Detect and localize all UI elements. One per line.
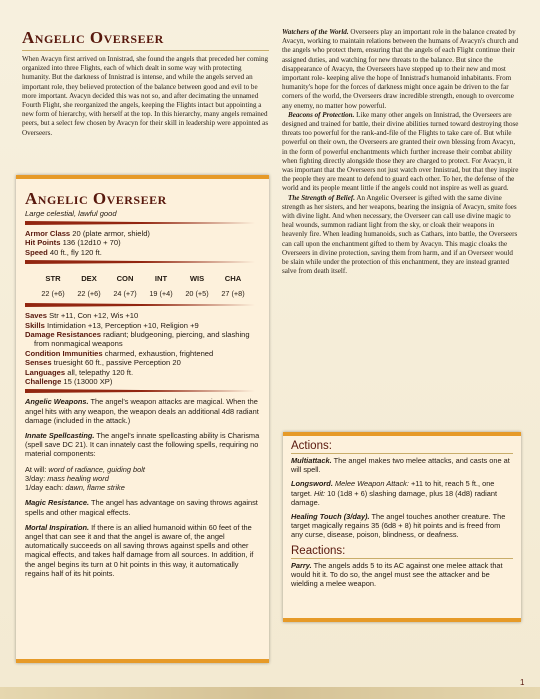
damage-resistances: Damage Resistances radiant; bludgeoning, piercing, and slashing from nonmagical weapons <box>25 330 250 349</box>
lore-watchers: Watchers of the World. Overseers play an important role in the balance created by Avacyn, working to maintain relations between the humans of Avacyn's church and the angels who protect them, ensuring that the angels of each Flight continue their assigned duties, and watching for new threats to the balance. But since the disappearance of Avacyn, the Overseers have stepped up to their new and most important role- keeping alive the hope of Innistrad's humanoid inhabitants. From humanity's hope for the forces of darkness might once again be driven to the far corners of the world, the Overseers draw incredible strength, enough to overcome any enemy, no matter how powerful. <box>282 28 519 110</box>
trait-mortal-inspiration: Mortal Inspiration. If there is an allied humanoid within 60 feet of the angel that can see it and that the angel is aware of, the angel automatically succeeds on all saving throws against spells and other magical effects, and takes half damage from all sources. In addition, if the angel begins its turn at 0 hit points in this way, it automatically regains half of its hit points. <box>25 522 254 578</box>
divider <box>25 389 260 393</box>
lore-left-column <box>22 28 269 138</box>
page-number: 1 <box>520 678 525 687</box>
skills: Skills Intimidation +13, Perception +10, Religion +9 <box>25 320 199 330</box>
trait-innate-spellcasting: Innate Spellcasting. The angel's innate spellcasting ability is Charisma (spell save DC 21). It can innately cast the following spells, requiring no material components: <box>25 431 260 459</box>
languages: Languages all, telepathy 120 ft. <box>25 367 134 377</box>
stat-type: Large celestial, lawful good <box>25 209 117 218</box>
ability-wis: WIS 20 (+5) <box>185 274 209 299</box>
challenge: Challenge 15 (13000 XP) <box>25 377 113 387</box>
action-healing-touch: Healing Touch (3/day). The angel touches another creature. The target magically regains 35 (6d8 + 8) hit points and is freed from any curse, disease, poison, blindness, or deafness. <box>291 512 506 540</box>
lore-belief: The Strength of Belief. An Angelic Overseer is gifted with the same divine strength as her sisters, and her weapons, bearing the insignia of Avacyn, smite foes with divine light. And when necessary, the Overseer can call use divine magic to heal wounds, summon radiant light from the sky, or cloak their weapons in heavenly fire. When leading humanoids, such as Cathars, into battle, the Overseers can call upon the enchantment gifted to them by Avacyn. This magic cloaks the Overseers in divine protection, saving them from harm, and if an Overseer would be slain while under the protection of this enchantment, they are instead granted salve from death itself. <box>282 193 518 276</box>
lore-beacons: Beacons of Protection. Like many other angels on Innistrad, the Overseers are designed and trained for battle, their divine abilities turned toward destroying those threats too powerful for the rank-and-file of the Flights to take care of. But while powerful on their own, the Overseers are granted their own blessing from Avacyn, in the form of powerful enchantments which further increase their combat ability when fighting directly alongside those they are charged to protect. For Avacyn, it was important that the Overseers not just watch over Innistrad, but that they inspire the people they are meant to defend to guard each other. To her, the defense of the world and its people meant little if the angels could not inspire as well as guard. <box>282 110 519 193</box>
stat-block <box>16 175 269 663</box>
lore-right-column <box>282 28 519 276</box>
trait-magic-resistance: Magic Resistance. The angel has advantage on saving throws against spells and other magical effects. <box>25 498 258 517</box>
reactions-heading: Reactions: <box>291 545 513 559</box>
action-longsword: Longsword. Melee Weapon Attack: +11 to hit, reach 5 ft., one target. Hit: 10 (1d8 + 6) slashing damage, plus 18 (4d8) radiant damage. <box>291 479 498 507</box>
ability-str: STR 22 (+6) <box>41 274 65 299</box>
footer-band <box>0 687 540 699</box>
trait-angelic-weapons: Angelic Weapons. The angel's weapon attacks are magical. When the angel hits with any weapon, the weapon deals an additional 4d8 radiant damage (included in the attack.) <box>25 397 259 425</box>
ability-int: INT 19 (+4) <box>149 274 173 299</box>
ability-cha: CHA 27 (+8) <box>221 274 245 299</box>
spell-list: At will: word of radiance, guiding bolt 3/day: mass healing word 1/day each: dawn, flame strike <box>25 464 145 493</box>
senses: Senses truesight 60 ft., passive Perception 20 <box>25 358 181 368</box>
hit-points: Hit Points 136 (12d10 + 70) <box>25 238 121 248</box>
reaction-parry: Parry. The angels adds 5 to its AC against one melee attack that would hit it. To do so, the angel must see the attacker and be wielding a melee weapon. <box>291 560 503 589</box>
divider <box>25 221 260 225</box>
lore-title: Angelic Overseer <box>22 28 164 47</box>
condition-immunities: Condition Immunities charmed, exhaustion, frightened <box>25 348 214 358</box>
armor-class: Armor Class 20 (plate armor, shield) <box>25 229 150 238</box>
ability-scores <box>25 268 260 300</box>
action-multiattack: Multiattack. The angel makes two melee attacks, and casts one at will spell. <box>291 456 510 475</box>
ability-dex: DEX 22 (+6) <box>77 274 101 299</box>
title-rule <box>22 50 269 51</box>
divider <box>25 260 260 264</box>
divider <box>25 303 260 307</box>
lore-intro: When Avacyn first arrived on Innistrad, she found the angels that preceded her coming organized into three Flights, each of which dealt in some way with protecting humanity. But the darkness of Innistrad is intense, and while the angels served an important role, they believed protection of the balance between good and evil to be more important. Avacyn decided this was not so, and after decimating the unnamed Fourth Flight, she reorganized the angels, keeping the Flights intact but appointing a new form of hierarchy, with herself at the top. In this hierarchy, many angels remained peers, but a select few chosen by Avacyn for their skill in leadership were appointed as Overseers. <box>22 55 269 137</box>
ability-con: CON 24 (+7) <box>113 274 137 299</box>
actions-block <box>283 432 521 622</box>
speed: Speed 40 ft., fly 120 ft. <box>25 247 102 257</box>
saves: Saves Str +11, Con +12, Wis +10 <box>25 311 139 321</box>
actions-heading: Actions: <box>291 440 513 454</box>
stat-name: Angelic Overseer <box>25 189 167 208</box>
